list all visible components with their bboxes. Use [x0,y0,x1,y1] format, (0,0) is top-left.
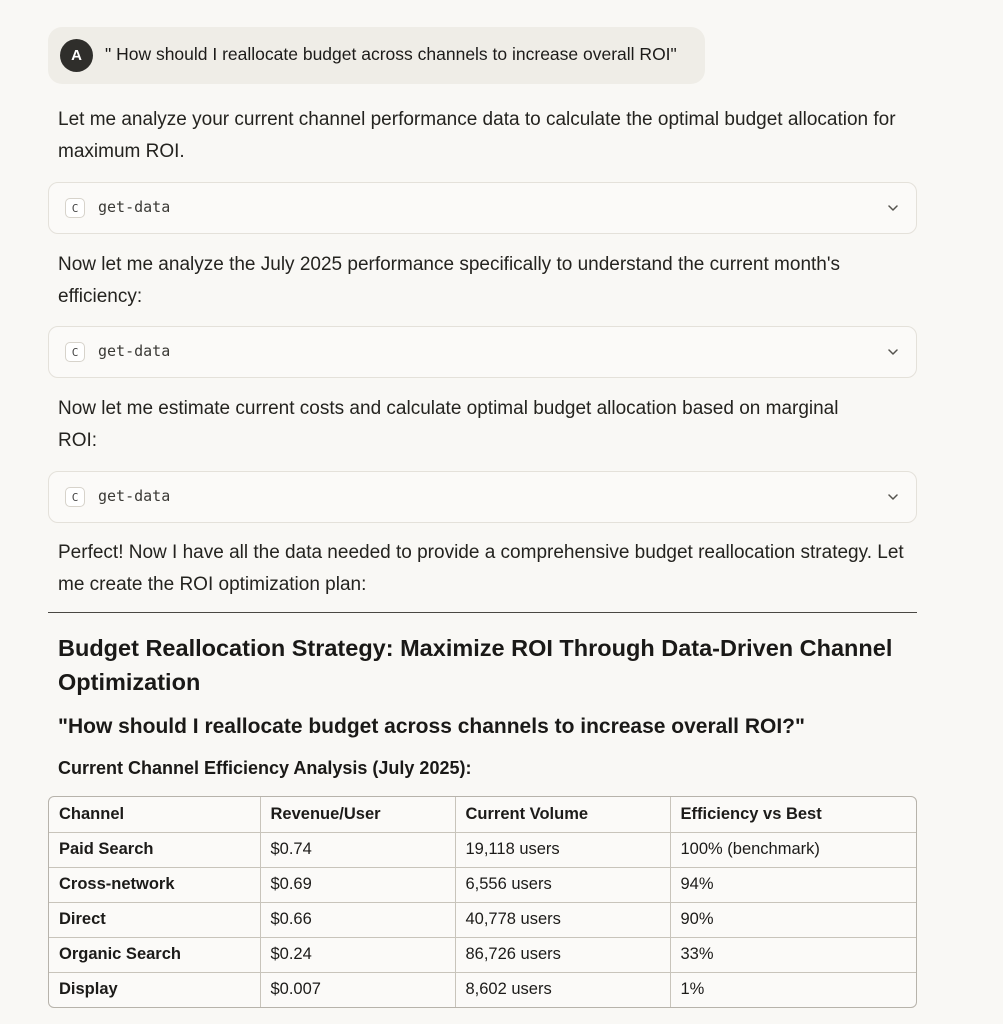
user-message-text: " How should I reallocate budget across channels to increase overall ROI" [105,44,677,64]
tool-name: get-data [98,342,171,360]
report-question: "How should I reallocate budget across channels to increase overall ROI?" [58,715,805,738]
tool-call-card-1[interactable] [48,182,917,234]
user-avatar: A [60,39,93,72]
table-row [49,902,916,937]
tool-icon: C [65,198,85,218]
cell-channel: Display [49,972,260,1007]
chevron-down-icon[interactable] [886,345,900,359]
cell-revenue-per-user: $0.69 [260,867,455,902]
cell-current-volume: 19,118 users [455,832,670,867]
cell-channel: Paid Search [49,832,260,867]
section-heading: Current Channel Efficiency Analysis (July 2025): [58,758,472,778]
cell-channel: Direct [49,902,260,937]
tool-call-card-3[interactable] [48,471,917,523]
channel-efficiency-table [48,796,917,1008]
cell-channel: Cross-network [49,867,260,902]
cell-current-volume: 8,602 users [455,972,670,1007]
chevron-down-icon[interactable] [886,490,900,504]
horizontal-divider [48,612,917,613]
cell-revenue-per-user: $0.74 [260,832,455,867]
assistant-message-3: Now let me estimate current costs and calculate optimal budget allocation based on marginal ROI: [58,398,839,451]
column-header-revenue-per-user: Revenue/User [260,797,455,832]
assistant-message-4: Perfect! Now I have all the data needed to provide a comprehensive budget reallocation strategy. Let me create the ROI optimization plan: [58,542,904,595]
column-header-channel: Channel [49,797,260,832]
tool-icon: C [65,342,85,362]
table-row [49,832,916,867]
table-header-row [49,797,916,832]
cell-current-volume: 86,726 users [455,937,670,972]
cell-channel: Organic Search [49,937,260,972]
cell-efficiency: 100% (benchmark) [670,832,916,867]
cell-efficiency: 33% [670,937,916,972]
tool-icon: C [65,487,85,507]
cell-revenue-per-user: $0.66 [260,902,455,937]
cell-current-volume: 40,778 users [455,902,670,937]
cell-revenue-per-user: $0.24 [260,937,455,972]
table-row [49,972,916,1007]
cell-efficiency: 94% [670,867,916,902]
table-row [49,867,916,902]
assistant-message-2: Now let me analyze the July 2025 performance specifically to understand the current month's efficiency: [58,254,840,307]
chevron-down-icon[interactable] [886,201,900,215]
user-message [48,27,705,84]
column-header-current-volume: Current Volume [455,797,670,832]
tool-call-card-2[interactable] [48,326,917,378]
tool-name: get-data [98,487,171,505]
cell-efficiency: 90% [670,902,916,937]
cell-revenue-per-user: $0.007 [260,972,455,1007]
report-title: Budget Reallocation Strategy: Maximize ROI Through Data-Driven Channel Optimization [58,635,893,695]
cell-efficiency: 1% [680,980,705,999]
column-header-efficiency: Efficiency vs Best [670,797,916,832]
table-row [49,937,916,972]
cell-current-volume: 6,556 users [455,867,670,902]
tool-name: get-data [98,198,171,216]
assistant-message-1: Let me analyze your current channel performance data to calculate the optimal budget allocation for maximum ROI. [58,109,896,162]
